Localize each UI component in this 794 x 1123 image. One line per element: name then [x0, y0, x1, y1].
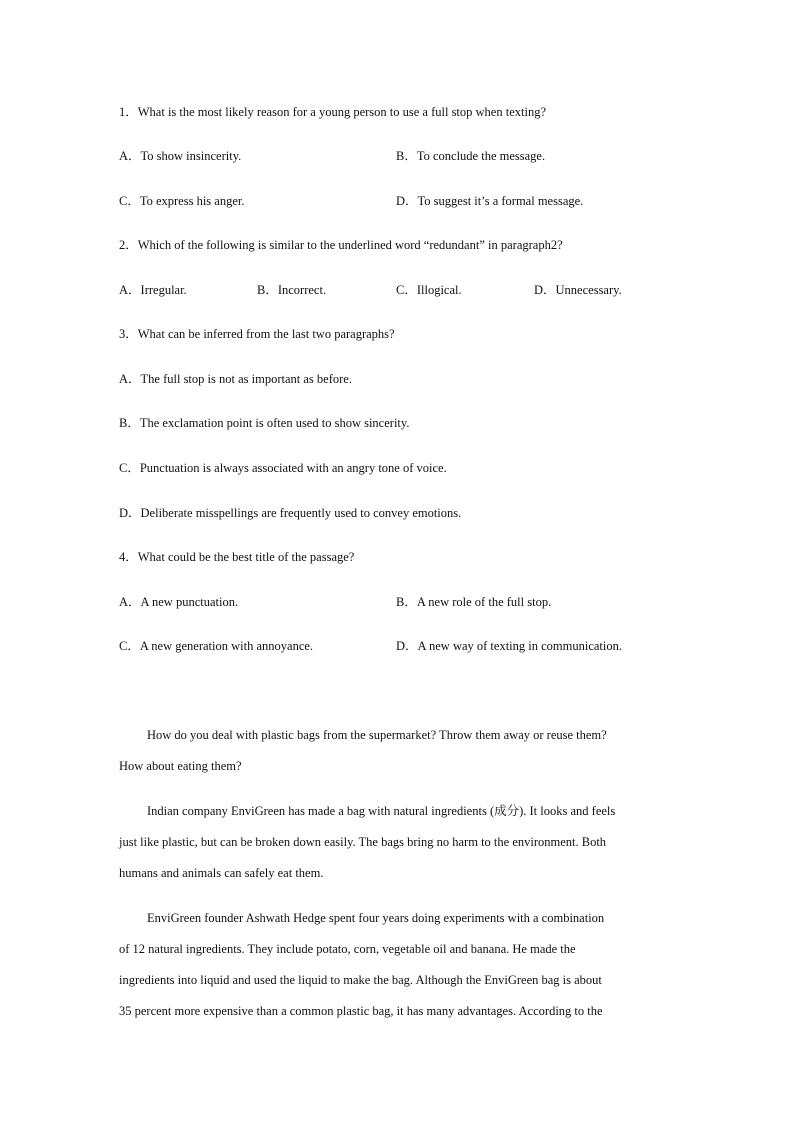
question-3-option-c: C．Punctuation is always associated with an angry tone of voice. — [119, 461, 447, 475]
question-4-option-b: B．A new role of the full stop. — [396, 595, 552, 609]
passage-paragraph-2-line-3: humans and animals can safely eat them. — [119, 866, 324, 880]
passage-paragraph-1-line-2: How about eating them? — [119, 759, 242, 773]
question-1-option-c: C．To express his anger. — [119, 194, 245, 208]
passage-paragraph-1-line-1: How do you deal with plastic bags from the supermarket? Throw them away or reuse them? — [147, 728, 607, 742]
question-3-stem: 3．What can be inferred from the last two paragraphs? — [119, 327, 395, 341]
question-2-stem: 2．Which of the following is similar to the underlined word “redundant” in paragraph2? — [119, 238, 563, 252]
question-2-option-b: B．Incorrect. — [257, 283, 327, 297]
question-4-option-c: C．A new generation with annoyance. — [119, 639, 314, 653]
passage-paragraph-3-line-1: EnviGreen founder Ashwath Hedge spent four years doing experiments with a combination — [147, 911, 605, 925]
question-4-option-a: A．A new punctuation. — [119, 595, 239, 609]
passage-paragraph-2-line-2: just like plastic, but can be broken down easily. The bags bring no harm to the environment. Both — [119, 835, 607, 849]
question-2-option-d: D．Unnecessary. — [534, 283, 622, 297]
question-1-option-b: B．To conclude the message. — [396, 149, 546, 163]
question-1-option-a: A．To show insincerity. — [119, 149, 242, 163]
question-3-option-d: D．Deliberate misspellings are frequently used to convey emotions. — [119, 506, 462, 520]
question-4-option-d: D．A new way of texting in communication. — [396, 639, 623, 653]
question-3-option-b: B．The exclamation point is often used to show sincerity. — [119, 416, 410, 430]
question-2-option-a: A．Irregular. — [119, 283, 187, 297]
question-1-stem: 1．What is the most likely reason for a young person to use a full stop when texting? — [119, 105, 546, 119]
question-1-option-d: D．To suggest it’s a formal message. — [396, 194, 584, 208]
passage-paragraph-3-line-2: of 12 natural ingredients. They include potato, corn, vegetable oil and banana. He made the — [119, 942, 576, 956]
question-2-option-c: C．Illogical. — [396, 283, 462, 297]
passage-paragraph-2-line-1: Indian company EnviGreen has made a bag with natural ingredients (成分). It looks and feels — [147, 804, 616, 818]
question-3-option-a: A．The full stop is not as important as before. — [119, 372, 352, 386]
question-4-stem: 4．What could be the best title of the passage? — [119, 550, 355, 564]
passage-paragraph-3-line-3: ingredients into liquid and used the liquid to make the bag. Although the EnviGreen bag is about — [119, 973, 602, 987]
passage-paragraph-3-line-4: 35 percent more expensive than a common plastic bag, it has many advantages. According to the — [119, 1004, 603, 1018]
